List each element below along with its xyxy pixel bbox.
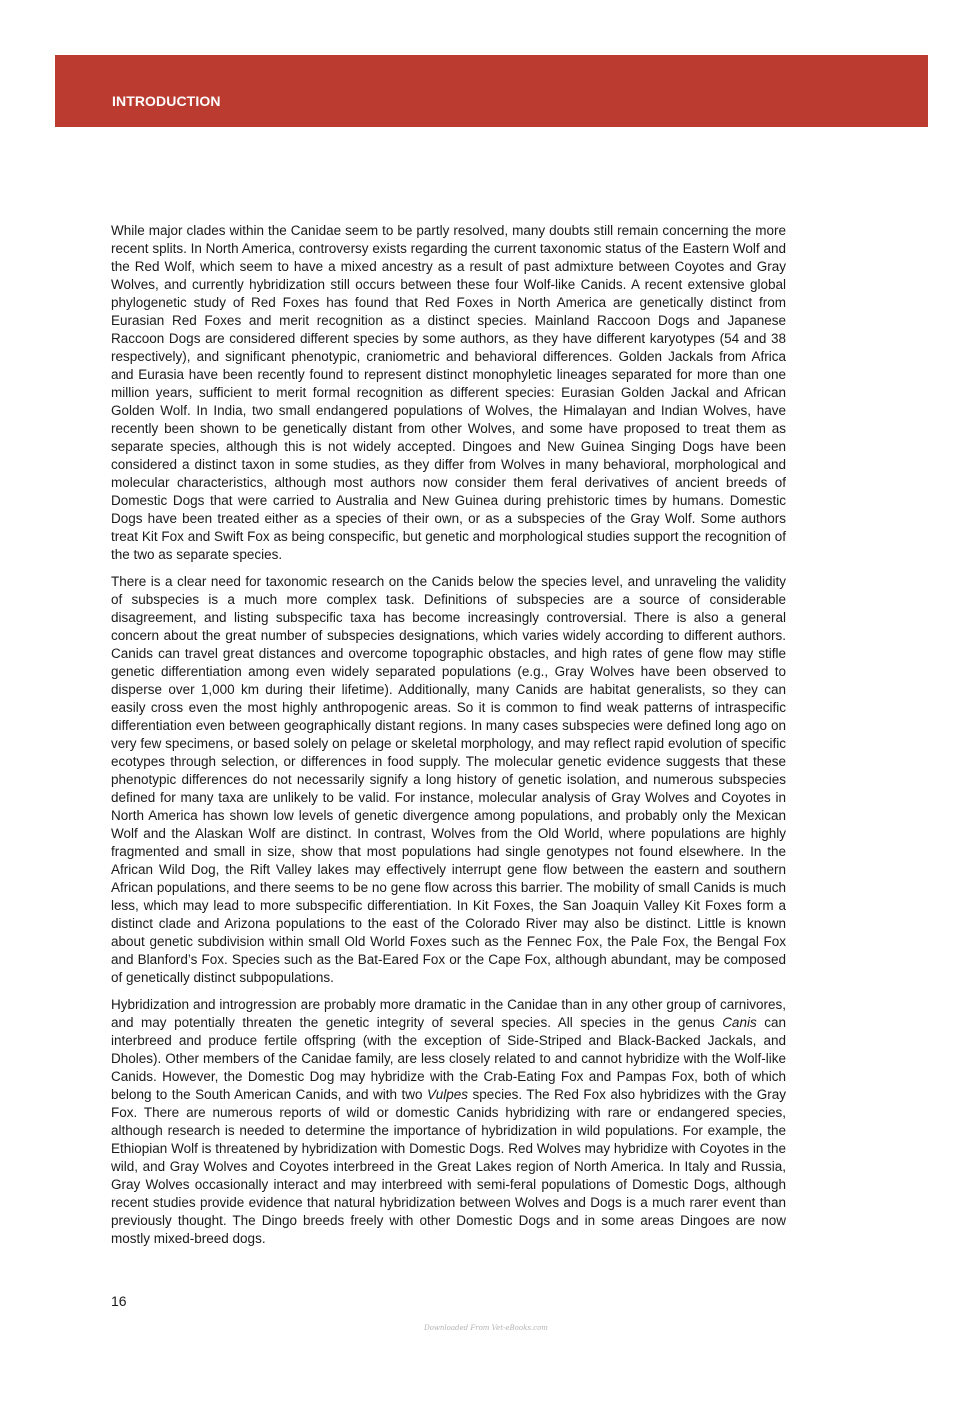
paragraph-3-part-c: species. The Red Fox also hybridizes with the Gray Fox. There are numerous reports of wild or domestic Canids hybridizing with rare or endangered species, although research is needed to determine the importance of hybridization in wild populations. For example, the Ethiopian Wolf is threatened by hybridization with Domestic Dogs. Red Wolves may hybridize with Coyotes in the wild, and Gray Wolves and Coyotes interbreed in the Great Lakes region of North America. In Italy and Russia, Gray Wolves occasionally interact and may interbreed with semi-feral populations of Domestic Dogs, although recent studies provide evidence that natural hybridization between Wolves and Dogs is a much rarer event than previously thought. The Dingo breeds freely with other Domestic Dogs and in some areas Dingoes are now mostly mixed-breed dogs. — [111, 1087, 786, 1246]
paragraph-1: While major clades within the Canidae seem to be partly resolved, many doubts still remain concerning the more recent splits. In North America, controversy exists regarding the current taxonomic status of the Eastern Wolf and the Red Wolf, which seem to have a mixed ancestry as a result of past admixture between Coyotes and Gray Wolves, and currently hybridization still occurs between these four Wolf-like Canids. A recent extensive global phylogenetic study of Red Foxes has found that Red Foxes in North America are genetically distinct from Eurasian Red Foxes and merit recognition as a distinct species. Mainland Raccoon Dogs and Japanese Raccoon Dogs are considered different species by some authors, as they have different karyotypes (54 and 38 respectively), and significant phenotypic, craniometric and behavioral differences. Golden Jackals from Africa and Eurasia have been recently found to represent distinct monophyletic lineages separated for more than one million years, sufficient to merit formal recognition as different species: Eurasian Golden Jackal and African Golden Wolf. In India, two small endangered populations of Wolves, the Himalayan and Indian Wolves, have recently been shown to be genetically distant from other Wolves, and some have proposed to treat them as separate species, although this is not widely accepted. Dingoes and New Guinea Singing Dogs have been considered a distinct taxon in some studies, as they differ from Wolves in many behavioral, morphological and molecular characteristics, although most authors now consider them feral derivatives of ancient breeds of Domestic Dogs that were carried to Australia and New Guinea during prehistoric times by humans. Domestic Dogs have been treated either as a species of their own, or as a subspecies of the Gray Wolf. Some authors treat Kit Fox and Swift Fox as being conspecific, but genetic and morphological studies support the recognition of the two as separate species. — [111, 223, 786, 562]
genus-vulpes: Vulpes — [427, 1087, 469, 1102]
header-band — [55, 55, 928, 127]
paragraph-3-part-b: can interbreed and produce fertile offspring (with the exception of Side-Striped and Black-Backed Jackals, and Dholes). Other members of the Canidae family, are less closely related to and cannot hybridize with the Wolf-like Canids. However, the Domestic Dog may hybridize with the Crab-Eating Fox and Pampas Fox, both of which belong to the South American Canids, and with two — [111, 1015, 786, 1102]
watermark: Downloaded From Vet-eBooks.com — [424, 1324, 548, 1332]
genus-canis: Canis — [722, 1015, 757, 1030]
paragraph-2: There is a clear need for taxonomic research on the Canids below the species level, and unraveling the validity of subspecies is a much more complex task. Definitions of subspecies are a source of considerable disagreement, and listing subspecific taxa has become increasingly controversial. There is also a general concern about the great number of subspecies designations, which varies widely according to different authors. Canids can travel great distances and overcome topographic obstacles, and high rates of gene flow may stifle genetic differentiation among even widely separated populations (e.g., Gray Wolves have been observed to disperse over 1,000 km during their lifetime). Additionally, many Canids are habitat generalists, so they can easily cross even the most highly anthropogenic areas. So it is common to find weak patterns of intraspecific differentiation even between geographically distant regions. In many cases subspecies were defined long ago on very few specimens, or based solely on pelage or skeletal morphology, and may reflect rapid evolution of specific ecotypes through selection, or differences in food supply. The molecular genetic evidence suggests that these phenotypic differences do not necessarily signify a long history of genetic isolation, and numerous subspecies defined for many taxa are unlikely to be valid. For instance, molecular analysis of Gray Wolves and Coyotes in North America has shown low levels of genetic divergence among populations, and probably only the Mexican Wolf and the Alaskan Wolf are distinct. In contrast, Wolves from the Old World, where populations are highly fragmented and small in size, show that most populations had single genotypes not found elsewhere. In the African Wild Dog, the Rift Valley lakes may effectively interrupt gene flow between the eastern and southern African populations, and there seems to be no gene flow across this barrier. The mobility of small Canids is much less, which may lead to more subspecific differentiation. In Kit Foxes, the San Joaquin Valley Kit Foxes form a distinct clade and Arizona populations to the east of the Colorado River may also be distinct. Little is known about genetic subdivision within small Old World Foxes such as the Fennec Fox, the Pale Fox, the Bengal Fox and Blanford’s Fox. Species such as the Bat-Eared Fox or the Cape Fox, although abundant, may be composed of genetically distinct subpopulations. — [111, 574, 786, 985]
body-text — [111, 222, 786, 1257]
paragraph-3 — [111, 996, 786, 1248]
page-number: 16 — [111, 1293, 127, 1309]
paragraph-3-part-a: Hybridization and introgression are probably more dramatic in the Canidae than in any other group of carnivores, and may potentially threaten the genetic integrity of several species. All species in the genus — [111, 997, 786, 1030]
section-title: INTRODUCTION — [112, 93, 221, 109]
